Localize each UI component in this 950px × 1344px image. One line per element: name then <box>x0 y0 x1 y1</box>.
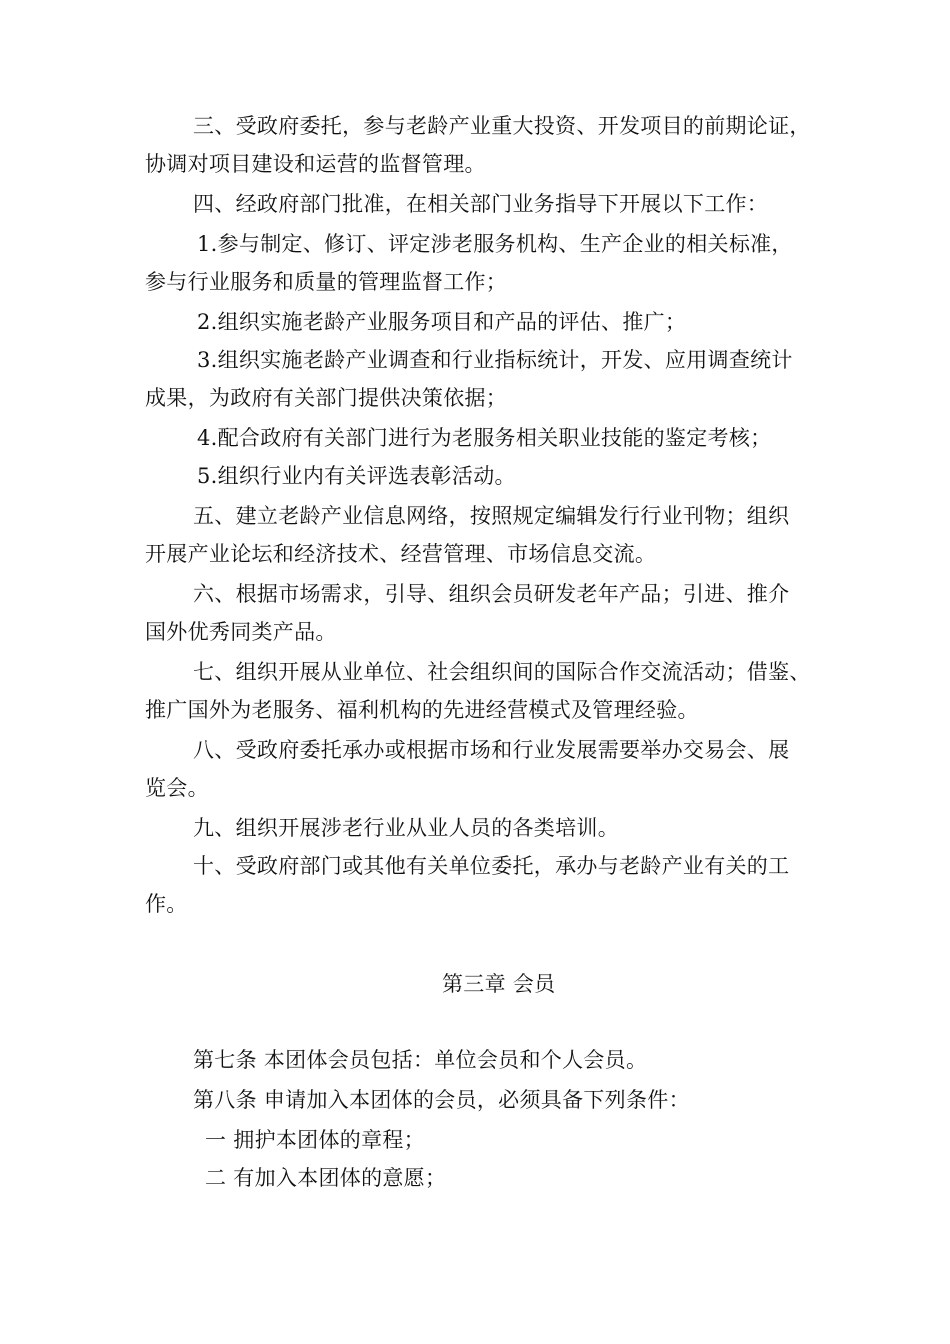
paragraph-8-line-2: 览会。 <box>145 776 209 800</box>
paragraph-4-line-1: 四、经政府部门批准，在相关部门业务指导下开展以下工作： <box>193 192 769 216</box>
paragraph-7-line-2: 推广国外为老服务、福利机构的先进经营模式及管理经验。 <box>145 698 699 722</box>
paragraph-8-line-1: 八、受政府委托承办或根据市场和行业发展需要举办交易会、展 <box>193 738 790 762</box>
item-1-line-1: 1.参与制定、修订、评定涉老服务机构、生产企业的相关标准， <box>197 232 793 256</box>
paragraph-7-line-1: 七、组织开展从业单位、社会组织间的国际合作交流活动；借鉴、 <box>193 660 811 684</box>
item-2-line-1: 2.组织实施老龄产业服务项目和产品的评估、推广； <box>197 310 687 334</box>
paragraph-10-line-2: 作。 <box>145 892 188 916</box>
item-3-line-2: 成果，为政府有关部门提供决策依据； <box>145 386 508 410</box>
item-1-line-2: 参与行业服务和质量的管理监督工作； <box>145 270 508 294</box>
paragraph-6-line-2: 国外优秀同类产品。 <box>145 620 337 644</box>
condition-1: 一 拥护本团体的章程； <box>205 1128 425 1152</box>
paragraph-10-line-1: 十、受政府部门或其他有关单位委托，承办与老龄产业有关的工 <box>193 854 790 878</box>
item-5-line-1: 5.组织行业内有关评选表彰活动。 <box>197 464 516 488</box>
condition-2: 二 有加入本团体的意愿； <box>205 1166 447 1190</box>
paragraph-3-line-1: 三、受政府委托，参与老龄产业重大投资、开发项目的前期论证， <box>193 114 811 138</box>
item-3-line-1: 3.组织实施老龄产业调查和行业指标统计，开发、应用调查统计 <box>197 348 793 372</box>
paragraph-5-line-2: 开展产业论坛和经济技术、经营管理、市场信息交流。 <box>145 542 657 566</box>
item-4-line-1: 4.配合政府有关部门进行为老服务相关职业技能的鉴定考核； <box>197 426 772 450</box>
article-7: 第七条 本团体会员包括：单位会员和个人会员。 <box>193 1048 648 1072</box>
article-8: 第八条 申请加入本团体的会员，必须具备下列条件： <box>193 1088 690 1112</box>
chapter-heading: 第三章 会员 <box>442 972 556 996</box>
paragraph-3-line-2: 协调对项目建设和运营的监督管理。 <box>145 152 486 176</box>
paragraph-6-line-1: 六、根据市场需求，引导、组织会员研发老年产品；引进、推介 <box>193 582 790 606</box>
paragraph-9-line-1: 九、组织开展涉老行业从业人员的各类培训。 <box>193 816 619 840</box>
paragraph-5-line-1: 五、建立老龄产业信息网络，按照规定编辑发行行业刊物；组织 <box>193 504 790 528</box>
